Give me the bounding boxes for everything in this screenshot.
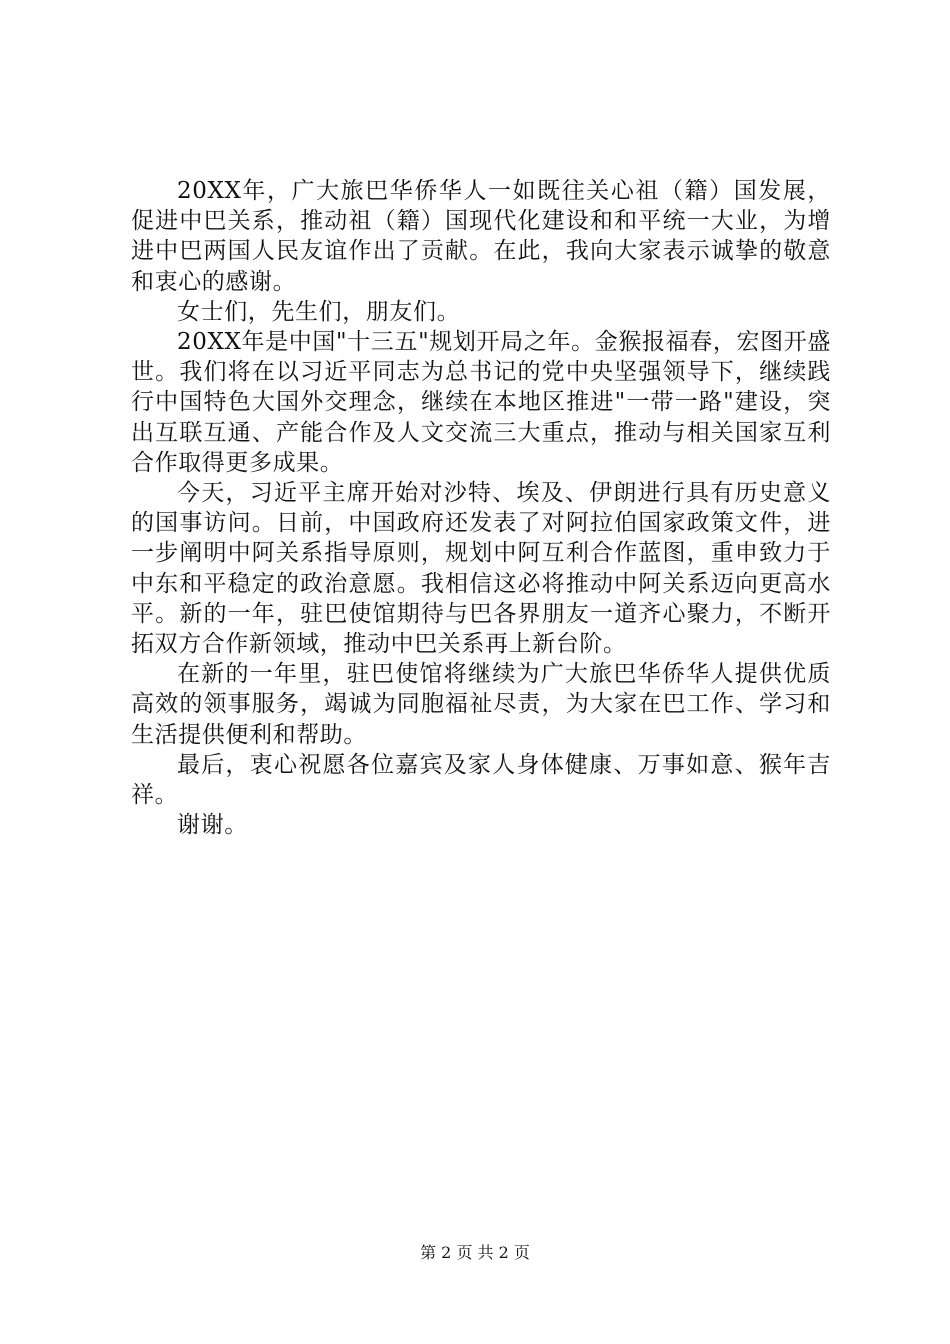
page-footer (0, 1243, 950, 1263)
paragraph-five-year-plan: 20XX年是中国"十三五"规划开局之年。金猴报福春，宏图开盛世。我们将在以习近平同志为总书记的党中央坚强领导下，继续践行中国特色大国外交理念，继续在本地区推进"一带一路"建设，突出互联互通、产能合作及人文交流三大重点，推动与相关国家互利合作取得更多成果。 (131, 329, 831, 476)
paragraph-salutation: 女士们，先生们，朋友们。 (177, 298, 461, 325)
paragraph-greeting-contributions: 20XX年，广大旅巴华侨华人一如既往关心祖（籍）国发展，促进中巴关系，推动祖（籍）国现代化建设和和平统一大业，为增进中巴两国人民友谊作出了贡献。在此，我向大家表示诚挚的敬意和衷心的感谢。 (131, 178, 831, 295)
paragraph-closing-wishes: 最后，衷心祝愿各位嘉宾及家人身体健康、万事如意、猴年吉祥。 (131, 751, 831, 809)
document-body (131, 176, 831, 840)
paragraph-thanks: 谢谢。 (177, 812, 248, 839)
page-number-label: 第 2 页 共 2 页 (420, 1243, 530, 1262)
paragraph-consular-services: 在新的一年里，驻巴使馆将继续为广大旅巴华侨华人提供优质高效的领事服务，竭诚为同胞福祉尽责，为大家在巴工作、学习和生活提供便利和帮助。 (131, 661, 831, 748)
paragraph-state-visit: 今天，习近平主席开始对沙特、埃及、伊朗进行具有历史意义的国事访问。日前，中国政府还发表了对阿拉伯国家政策文件，进一步阐明中阿关系指导原则，规划中阿互利合作蓝图，重申致力于中东和平稳定的政治意愿。我相信这必将推动中阿关系迈向更高水平。新的一年，驻巴使馆期待与巴各界朋友一道齐心聚力，不断开拓双方合作新领域，推动中巴关系再上新台阶。 (131, 480, 831, 658)
